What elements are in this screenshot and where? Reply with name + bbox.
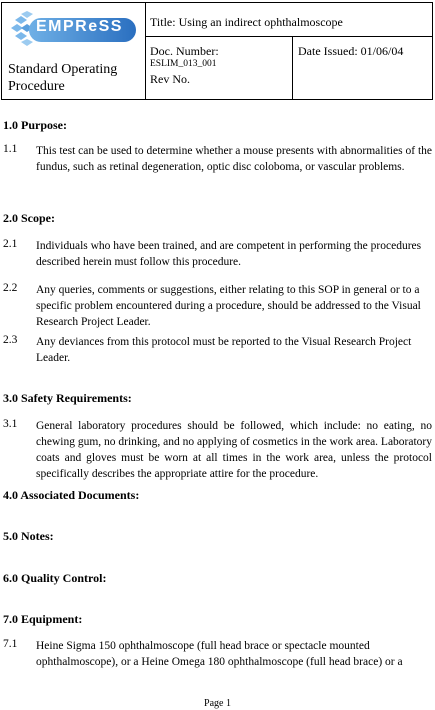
rev-label: Rev No. [150, 72, 190, 86]
item-number: 2.1 [3, 238, 18, 250]
header-divider [145, 36, 433, 37]
item-number: 2.3 [3, 334, 18, 346]
item-text: General laboratory procedures should be followed, which include: no eating, no chewing gum, no drinking, and no applying of cosmetics in the work area. Laboratory coats and gloves must be worn at all times in the work area, unless the protocol specifically describes the appropriate attire for the procedure. [36, 420, 433, 480]
doc-number-label: Doc. Number: [150, 44, 219, 58]
page-number: Page 1 [204, 698, 231, 709]
item-text: Any deviances from this protocol must be reported to the Visual Research Project Leader. [36, 336, 412, 364]
doc-number: ESLIM_013_001 [150, 59, 217, 69]
document-title: Title: Using an indirect ophthalmoscope [150, 15, 343, 29]
section-heading: 7.0 Equipment: [3, 612, 83, 626]
section-heading: 5.0 Notes: [3, 529, 54, 543]
item-text: Individuals who have been trained, and are competent in performing the procedures described herein must follow this procedure. [36, 240, 422, 268]
section-heading: 6.0 Quality Control: [3, 571, 107, 585]
item-number: 3.1 [3, 418, 18, 430]
section-heading: 2.0 Scope: [3, 211, 55, 225]
item-number: 7.1 [3, 638, 18, 650]
header-divider [292, 36, 293, 99]
date-issued: Date Issued: 01/06/04 [298, 44, 404, 58]
item-text: Any queries, comments or suggestions, either relating to this SOP in general or to a specific problem encountered during a procedure, should be addressed to the Visual Research Project Leader. [36, 284, 421, 328]
sop-label: Standard Operating Procedure [8, 62, 118, 94]
item-number: 1.1 [3, 143, 18, 155]
section-heading: 3.0 Safety Requirements: [3, 391, 132, 405]
section-heading: 4.0 Associated Documents: [3, 488, 140, 502]
item-text: Heine Sigma 150 ophthalmoscope (full head brace or spectacle mounted ophthalmoscope), or a Heine Omega 180 ophthalmoscope (full head brace) or a [36, 640, 403, 668]
logo-wordmark: EMPReSS [36, 18, 123, 35]
item-text: This test can be used to determine whether a mouse presents with abnormalities of the fundus, such as retinal degeneration, optic disc coloboma, or vascular problems. [36, 145, 432, 173]
header-table [1, 2, 433, 100]
section-heading: 1.0 Purpose: [3, 118, 67, 132]
header-divider [145, 3, 146, 99]
item-number: 2.2 [3, 282, 18, 294]
